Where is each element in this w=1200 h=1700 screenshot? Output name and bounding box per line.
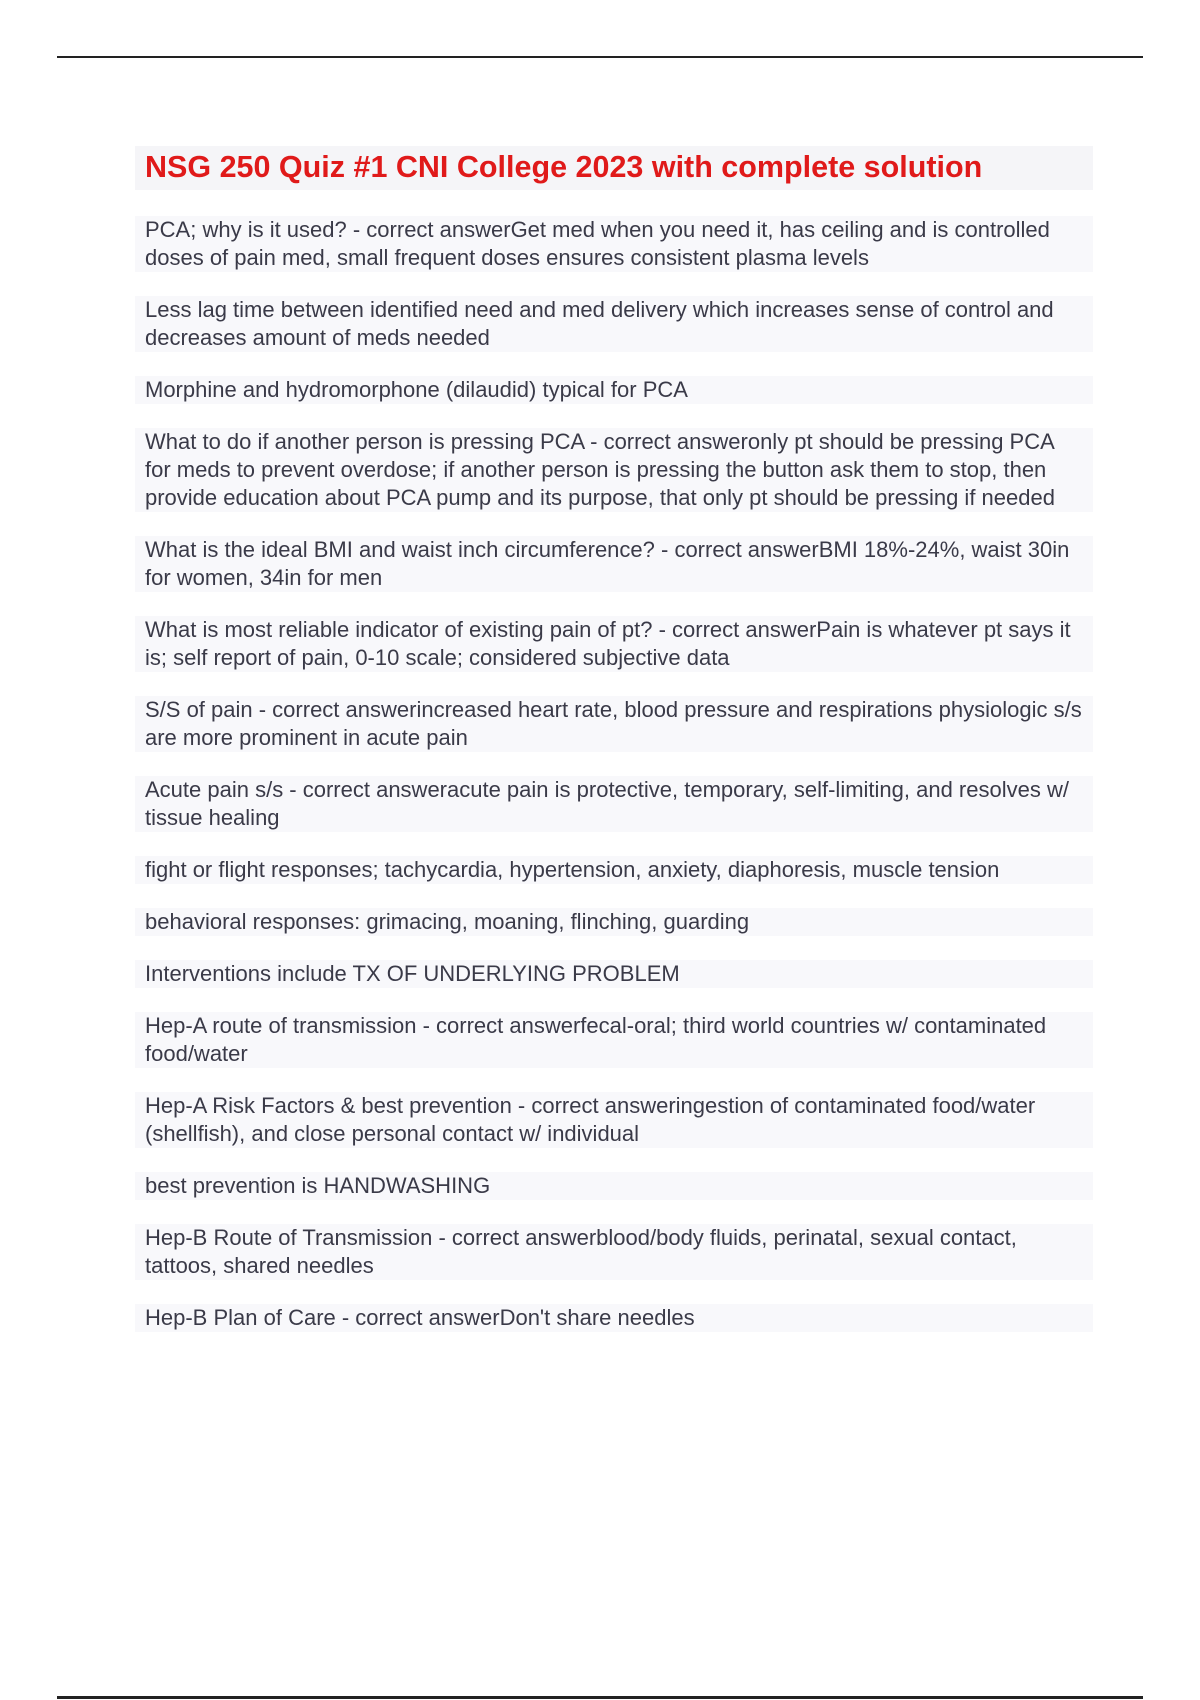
header-rule bbox=[57, 56, 1143, 58]
paragraph-lag-time: Less lag time between identified need and med delivery which increases sense of control and decreases amount of meds needed bbox=[135, 296, 1093, 352]
paragraph-bmi-waist: What is the ideal BMI and waist inch circumference? - correct answerBMI 18%-24%, waist 30in for women, 34in for men bbox=[135, 536, 1093, 592]
paragraph-handwashing: best prevention is HANDWASHING bbox=[135, 1172, 1093, 1200]
document-title: NSG 250 Quiz #1 CNI College 2023 with complete solution bbox=[135, 146, 1093, 190]
paragraph-pain-indicator: What is most reliable indicator of existing pain of pt? - correct answerPain is whatever pt says it is; self report of pain, 0-10 scale; considered subjective data bbox=[135, 616, 1093, 672]
paragraph-pca-other-person: What to do if another person is pressing PCA - correct answeronly pt should be pressing PCA for meds to prevent overdose; if another person is pressing the button ask them to stop, then provide education about PCA pump and its purpose, that only pt should be pressing if needed bbox=[135, 428, 1093, 512]
paragraph-pca-drugs: Morphine and hydromorphone (dilaudid) typical for PCA bbox=[135, 376, 1093, 404]
paragraph-pca-use: PCA; why is it used? - correct answerGet med when you need it, has ceiling and is controlled doses of pain med, small frequent doses ensures consistent plasma levels bbox=[135, 216, 1093, 272]
paragraph-hepb-care: Hep-B Plan of Care - correct answerDon't share needles bbox=[135, 1304, 1093, 1332]
document-body bbox=[135, 146, 1095, 1356]
footer-rule bbox=[57, 1696, 1143, 1699]
paragraph-hepa-risk: Hep-A Risk Factors & best prevention - correct answeringestion of contaminated food/water (shellfish), and close personal contact w/ individual bbox=[135, 1092, 1093, 1148]
paragraph-pain-signs: S/S of pain - correct answerincreased heart rate, blood pressure and respirations physiologic s/s are more prominent in acute pain bbox=[135, 696, 1093, 752]
paragraph-acute-pain: Acute pain s/s - correct answeracute pain is protective, temporary, self-limiting, and resolves w/ tissue healing bbox=[135, 776, 1093, 832]
paragraph-fight-flight: fight or flight responses; tachycardia, hypertension, anxiety, diaphoresis, muscle tension bbox=[135, 856, 1093, 884]
paragraph-behavioral: behavioral responses: grimacing, moaning, flinching, guarding bbox=[135, 908, 1093, 936]
paragraph-hepa-transmission: Hep-A route of transmission - correct answerfecal-oral; third world countries w/ contaminated food/water bbox=[135, 1012, 1093, 1068]
paragraph-interventions: Interventions include TX OF UNDERLYING PROBLEM bbox=[135, 960, 1093, 988]
paragraph-hepb-transmission: Hep-B Route of Transmission - correct answerblood/body fluids, perinatal, sexual contact, tattoos, shared needles bbox=[135, 1224, 1093, 1280]
